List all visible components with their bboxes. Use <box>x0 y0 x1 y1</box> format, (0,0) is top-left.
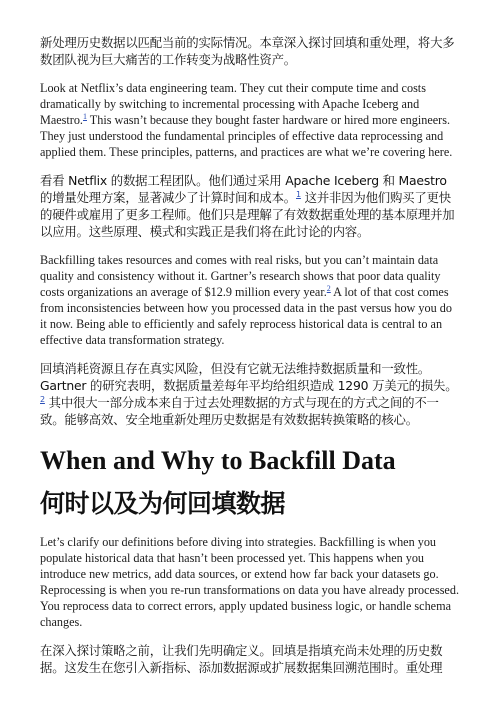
paragraph-en-definitions: Let’s clarify our definitions before diving into strategies. Backfilling is when you populate historical data that hasn’t been processed yet. This happens when you introduce new metrics, add data sources, or extend how far back your datasets go. Reprocessing is when you re-run transformations on data you have already processed. You reprocess data to correct errors, apply updated business logic, or handle schema changes. <box>40 535 459 629</box>
paragraph-zh-backfilling-text-a: 回填消耗资源且存在真实风险，但没有它就无法维持数据质量和一致性。Gartner 的研究表明，数据质量差每年平均给组织造成 1290 万美元的损失。 <box>40 361 458 393</box>
footnote-link-1[interactable]: 1 <box>82 111 87 121</box>
paragraph-zh-netflix-text-b: 这并非因为他们购买了更快的硬件或雇用了更多工程师。他们只是理解了有效数据重处理的基本原理并加以应用。这些原理、模式和实践正是我们将在此讨论的内容。 <box>40 190 455 239</box>
paragraph-en-backfilling-text-b: A lot of that cost comes from inconsistencies between how you processed data in the past versus how you do it now. Being able to efficiently and safely reprocess historical data is central to an effective data transformation strategy. <box>40 285 452 347</box>
paragraph-en-netflix-text-a: Look at Netflix’s data engineering team. They cut their compute time and costs dramatically by switching to incremental processing with Apache Iceberg and Maestro. <box>40 81 426 127</box>
section-heading-zh: 何时以及为何回填数据 <box>40 489 286 518</box>
paragraph-en-backfilling-text-a: Backfilling takes resources and comes with real risks, but you can’t maintain data quality and consistency without it. Gartner’s research shows that poor data quality costs organizations an average of $12.9 million every year. <box>40 253 441 299</box>
paragraph-en-netflix <box>40 80 460 160</box>
footnote-link-1-zh[interactable]: 1 <box>296 189 301 199</box>
footnote-link-2[interactable]: 2 <box>326 283 331 293</box>
paragraph-zh-backfilling-text-b: 其中很大一部分成本来自于过去处理数据的方式与现在的方式之间的不一致。能够高效、安全地重新处理历史数据是有效数据转换策略的核心。 <box>40 395 439 427</box>
paragraph-zh-netflix-text-a: 看看 Netflix 的数据工程团队。他们通过采用 Apache Iceberg 和 Maestro 的增量处理方案，显著减少了计算时间和成本。 <box>40 173 447 205</box>
paragraph-zh-definitions: 在深入探讨策略之前，让我们先明确定义。回填是指填充尚未处理的历史数据。这发生在您引入新指标、添加数据源或扩展数据集回溯范围时。重处理 <box>40 643 443 675</box>
footnote-link-2-zh[interactable]: 2 <box>40 394 45 404</box>
paragraph-zh-intro: 新处理历史数据以匹配当前的实际情况。本章深入探讨回填和重处理，将大多数团队视为巨大痛苦的工作转变为战略性资产。 <box>40 35 455 67</box>
paragraph-en-backfilling-cost <box>40 252 460 348</box>
paragraph-zh-backfilling-cost <box>40 360 460 428</box>
paragraph-en-netflix-text-b: This wasn’t because they bought faster hardware or hired more engineers. They just understood the fundamental principles of effective data reprocessing and applied them. These principles, patterns, and practices are what we’re covering here. <box>40 113 453 159</box>
section-heading-en: When and Why to Backfill Data <box>40 446 396 475</box>
paragraph-zh-netflix <box>40 172 460 240</box>
